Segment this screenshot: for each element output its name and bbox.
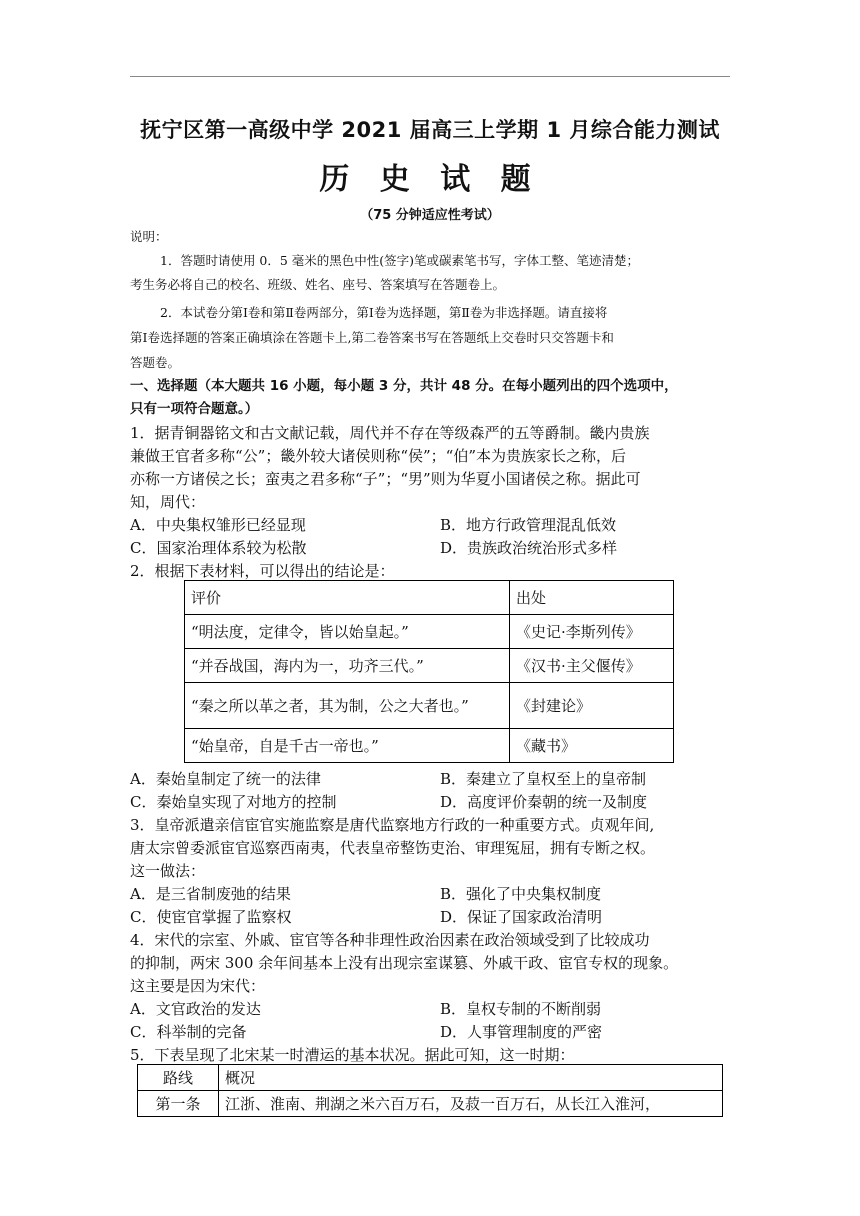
question-3-text: 唐太宗曾委派宦官巡察西南夷，代表皇帝整饬吏治、审理冤屈，拥有专断之权。 — [130, 839, 656, 857]
section-heading: 只有一项符合题意。） — [130, 401, 259, 417]
instruction-line: 1．答题时请使用 0．5 毫米的黑色中性(签字)笔或碳素笔书写，字体工整、笔迹清楚； — [160, 253, 640, 268]
question-3-option-a: A．是三省制废弛的结果 — [130, 885, 291, 903]
question-4-text: 4．宋代的宗室、外戚、宦官等各种非理性政治因素在政治领域受到了比较成功 — [130, 931, 650, 949]
header-rule — [130, 76, 730, 77]
table-cell-source: 《史记·李斯列传》 — [510, 615, 674, 649]
question-1-text: 1．据青铜器铭文和古文献记载，周代并不存在等级森严的五等爵制。畿内贵族 — [130, 424, 650, 442]
question-1-option-d: D．贵族政治统治形式多样 — [440, 539, 618, 557]
question-4-text: 这主要是因为宋代： — [130, 977, 266, 995]
table-header-description: 概况 — [219, 1065, 723, 1091]
table-header-source: 出处 — [510, 581, 674, 615]
question-3-option-d: D．保证了国家政治清明 — [440, 908, 603, 926]
question-1-text: 兼做王官者多称“公”；畿外较大诸侯则称“侯”；“伯”本为贵族家长之称，后 — [130, 447, 627, 465]
question-1-option-c: C．国家治理体系较为松散 — [130, 539, 307, 557]
section-heading: 一、选择题（本大题共 16 小题，每小题 3 分，共计 48 分。在每小题列出的四个选项中， — [130, 378, 678, 394]
table-row — [138, 1091, 723, 1117]
question-3-text: 3．皇帝派遣亲信宦官实施监察是唐代监察地方行政的一种重要方式。贞观年间, — [130, 816, 655, 834]
table-cell-evaluation: “并吞战国，海内为一，功齐三代。” — [185, 649, 510, 683]
table-cell-source: 《汉书·主父偃传》 — [510, 649, 674, 683]
instructions-label: 说明： — [130, 229, 168, 244]
question-3-text: 这一做法： — [130, 862, 206, 880]
instruction-line: 第Ⅰ卷选择题的答案正确填涂在答题卡上,第二卷答案书写在答题纸上交卷时只交答题卡和 — [130, 330, 614, 345]
question-4-option-a: A．文官政治的发达 — [130, 1000, 261, 1018]
question-2-table — [184, 580, 674, 763]
table-cell-description: 江浙、淮南、荆湖之米六百万石，及菽一百万石，从长江入淮河， — [219, 1091, 723, 1117]
question-2-option-b: B．秦建立了皇权至上的皇帝制 — [440, 770, 647, 788]
table-cell-evaluation: “秦之所以革之者，其为制，公之大者也。” — [185, 683, 510, 729]
exam-title: 抚宁区第一高级中学 2021 届高三上学期 1 月综合能力测试 — [140, 118, 720, 142]
table-row — [185, 649, 674, 683]
table-cell-route: 第一条 — [138, 1091, 219, 1117]
table-row — [185, 729, 674, 763]
question-5-stem: 5．下表呈现了北宋某一时漕运的基本状况。据此可知，这一时期： — [130, 1046, 575, 1064]
question-2-option-a: A．秦始皇制定了统一的法律 — [130, 770, 321, 788]
exam-duration-note: （75 分钟适应性考试） — [360, 208, 500, 223]
table-row — [185, 615, 674, 649]
instruction-line: 答题卷。 — [130, 355, 181, 370]
question-2-option-c: C．秦始皇实现了对地方的控制 — [130, 793, 337, 811]
table-cell-evaluation: “始皇帝，自是千古一帝也。” — [185, 729, 510, 763]
question-2-option-d: D．高度评价秦朝的统一及制度 — [440, 793, 648, 811]
question-1-option-b: B．地方行政管理混乱低效 — [440, 516, 617, 534]
question-4-option-c: C．科举制的完备 — [130, 1023, 247, 1041]
instruction-line: 考生务必将自己的校名、班级、姓名、座号、答案填写在答题卷上。 — [130, 277, 506, 292]
table-cell-evaluation: “明法度，定律令，皆以始皇起。” — [185, 615, 510, 649]
question-4-option-d: D．人事管理制度的严密 — [440, 1023, 603, 1041]
instruction-line: 2．本试卷分第Ⅰ卷和第Ⅱ卷两部分，第Ⅰ卷为选择题，第Ⅱ卷为非选择题。请直接将 — [160, 305, 608, 320]
question-4-option-b: B．皇权专制的不断削弱 — [440, 1000, 602, 1018]
question-1-text: 亦称一方诸侯之长；蛮夷之君多称“子”；“男”则为华夏小国诸侯之称。据此可 — [130, 470, 641, 488]
question-5-table — [137, 1064, 723, 1117]
question-2-stem: 2．根据下表材料，可以得出的结论是： — [130, 562, 395, 580]
question-3-option-b: B．强化了中央集权制度 — [440, 885, 602, 903]
subject-title: 历 史 试 题 — [319, 162, 541, 197]
table-cell-source: 《藏书》 — [510, 729, 674, 763]
table-cell-source: 《封建论》 — [510, 683, 674, 729]
table-header-evaluation: 评价 — [185, 581, 510, 615]
table-header-route: 路线 — [138, 1065, 219, 1091]
question-1-option-a: A．中央集权雏形已经显现 — [130, 516, 306, 534]
question-3-option-c: C．使宦官掌握了监察权 — [130, 908, 292, 926]
question-1-text: 知，周代： — [130, 493, 206, 511]
question-4-text: 的抑制，两宋 300 余年间基本上没有出现宗室谋篡、外戚干政、宦官专权的现象。 — [130, 954, 679, 972]
table-row — [185, 683, 674, 729]
